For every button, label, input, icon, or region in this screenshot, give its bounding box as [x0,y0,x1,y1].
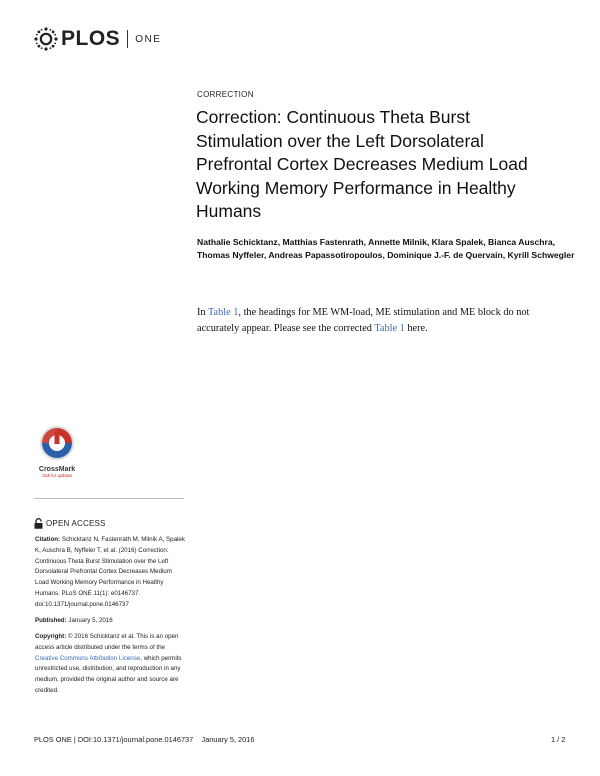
corrected-table-1-link[interactable]: Table 1 [374,323,405,334]
crossmark-label: CrossMark [38,466,76,473]
open-access-badge [34,518,106,529]
plos-one-logo[interactable] [33,26,161,52]
article-type-label: CORRECTION [197,90,254,99]
crossmark-sublabel: click for updates [41,473,73,478]
copyright-text-1: © 2016 Schicktanz et al. This is an open access article distributed under the terms of the [35,633,179,651]
open-lock-icon [34,518,43,529]
correction-body [197,305,557,337]
body-text-2: , the headings for ME WM-load, ME stimulation and ME block do not accurately appear. Please see the corrected [197,307,530,334]
published-date: January 5, 2016 [68,617,113,624]
citation-text: Schicktanz N, Fastenrath M, Milnik A, Spalek K, Auschra B, Nyffeler T, et al. (2016) Correction: Continuous Theta Burst Stimulation over the Left Dorsolateral Prefrontal Cortex Decreases Medium Load Working Memory Performance in Healthy Humans. PLoS ONE 11(1): e0146737. doi:10.1371/journal.pone.0146737 [35,536,185,608]
author-list: Nathalie Schicktanz, Matthias Fastenrath, Annette Milnik, Klara Spalek, Bianca Auschra, Thomas Nyffeler, Andreas Papassotiropoulos, Dominique J.-F. de Quervain, Kyrill Schwegler [197,237,575,260]
logo-brand-text: PLOS [61,27,121,50]
sidebar-divider [34,498,184,499]
crossmark-badge[interactable] [34,424,80,478]
page-number: 1 / 2 [551,735,566,744]
published-block [35,616,185,627]
footer-citation: PLOS ONE | DOI:10.1371/journal.pone.0146737 January 5, 2016 [34,735,255,744]
copyright-label: Copyright: [35,633,67,640]
plos-sunburst-icon [33,26,59,52]
body-text-1: In [197,307,208,318]
copyright-block [35,632,185,697]
crossmark-icon [38,424,76,462]
body-text-3: here. [404,323,428,334]
logo-divider [127,30,128,48]
citation-label: Citation: [35,536,61,543]
table-1-link[interactable]: Table 1 [207,307,239,318]
citation-block [35,535,185,611]
article-title: Correction: Continuous Theta Burst Stimulation over the Left Dorsolateral Prefrontal Cortex Decreases Medium Load Working Memory Performance in Healthy Humans [196,107,528,222]
cc-license-link[interactable]: Creative Commons Attribution License [35,654,141,662]
copyright-text-2: , which permits unrestricted use, distribution, and reproduction in any medium, provided the original author and source are credited. [35,654,182,694]
logo-journal-name: ONE [135,33,162,45]
open-access-label: OPEN ACCESS [46,519,106,528]
published-label: Published: [35,617,67,624]
